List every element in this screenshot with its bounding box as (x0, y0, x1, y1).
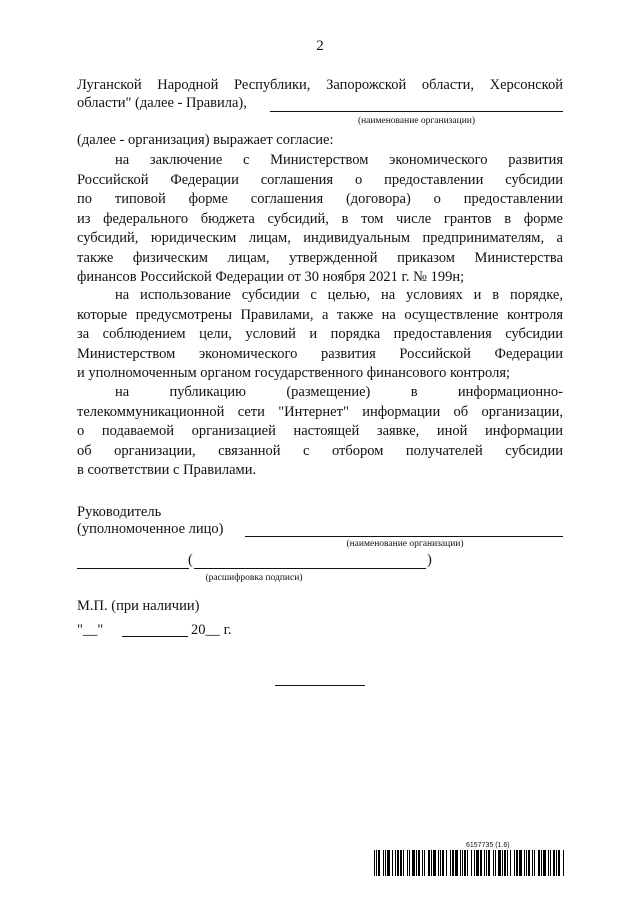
barcode-bar (452, 850, 454, 876)
barcode-bar (467, 850, 468, 876)
barcode-bar (424, 850, 425, 876)
paragraph-line: также физическим лицам, утвержденной приказом Министерства (77, 249, 563, 266)
barcode-bar (383, 850, 384, 876)
paragraph-line: Российской Федерации соглашения о предоставлении субсидии (77, 171, 563, 188)
barcode-bar (464, 850, 466, 876)
barcode-bar (543, 850, 546, 876)
signature-decode-caption: (расшифровка подписи) (205, 573, 303, 583)
barcode-bar (538, 850, 540, 876)
barcode-bar (471, 850, 472, 876)
paragraph-line: телекоммуникационной сети "Интернет" информации об организации, (77, 403, 563, 420)
barcode-bar (395, 850, 396, 876)
document-code: 6157735 (1.6) (466, 842, 510, 849)
head-label: Руководитель (77, 504, 162, 520)
barcode-bar (450, 850, 451, 876)
barcode-bar (433, 850, 436, 876)
authorized-org-caption: (наименование организации) (346, 539, 464, 549)
barcode-bar (442, 850, 444, 876)
barcode-bar (385, 850, 386, 876)
barcode-bar (400, 850, 402, 876)
barcode-bar (422, 850, 423, 876)
paragraph-line: за соблюдением цели, условий и порядка предоставления субсидии (77, 326, 563, 342)
barcode-bar (498, 850, 501, 876)
barcode-bar (403, 850, 404, 876)
barcode-bar (534, 850, 535, 876)
intro-line-2: области" (далее - Правила), (77, 95, 247, 111)
barcode-bar (553, 850, 555, 876)
page-number: 2 (316, 38, 324, 54)
stamp-label: М.П. (при наличии) (77, 598, 200, 614)
barcode (374, 850, 570, 876)
paragraph-line: о подаваемой организацией настоящей заявке, иной информации (77, 423, 563, 439)
barcode-bar (502, 850, 503, 876)
barcode-bar (488, 850, 490, 876)
signature-decode-blank (194, 568, 426, 569)
barcode-bar (476, 850, 479, 876)
barcode-bar (524, 850, 525, 876)
consent-paragraph-1 (77, 151, 563, 288)
paragraph-line: которые предусмотрены Правилами, а также на осуществление контроля (77, 306, 563, 323)
barcode-bar (374, 850, 375, 876)
barcode-bar (440, 850, 441, 876)
paragraph-line: на публикацию (размещение) в информационно- (115, 384, 563, 400)
end-separator (275, 685, 365, 686)
barcode-bar (397, 850, 399, 876)
barcode-bar (376, 850, 377, 876)
paragraph-line: финансов Российской Федерации от 30 ноября 2021 г. № 199н; (77, 269, 465, 285)
barcode-bar (528, 850, 530, 876)
decode-paren-open: ( (188, 552, 193, 568)
barcode-bar (455, 850, 458, 876)
barcode-bar (526, 850, 527, 876)
barcode-bar (504, 850, 506, 876)
barcode-bar (486, 850, 487, 876)
org-name-blank (270, 111, 563, 112)
barcode-bar (516, 850, 518, 876)
intro-line-1: Луганской Народной Республики, Запорожской области, Херсонской (77, 77, 563, 93)
decode-paren-close: ) (427, 552, 432, 568)
barcode-bar (428, 850, 430, 876)
barcode-bar (416, 850, 417, 876)
paragraph-line: и уполномоченным органом государственного финансового контроля; (77, 365, 511, 381)
org-name-caption: (наименование организации) (357, 116, 476, 126)
barcode-bar (474, 850, 475, 876)
paragraph-line: из федерального бюджета субсидий, в том числе грантов в форме (77, 210, 563, 227)
signature-blank (77, 568, 189, 569)
barcode-bar (514, 850, 515, 876)
barcode-bar (519, 850, 522, 876)
barcode-bar (484, 850, 485, 876)
barcode-bar (387, 850, 390, 876)
barcode-bar (412, 850, 415, 876)
barcode-bar (563, 850, 564, 876)
intro-line-3: (далее - организация) выражает согласие: (77, 132, 334, 148)
date-day: "__" (77, 622, 104, 638)
date-month-blank (122, 636, 188, 637)
barcode-bar (418, 850, 420, 876)
authorized-org-blank (245, 536, 563, 537)
date-year: 20__ г. (191, 622, 232, 638)
barcode-bar (532, 850, 533, 876)
barcode-bar (378, 850, 380, 876)
barcode-bar (480, 850, 482, 876)
barcode-bar (462, 850, 463, 876)
paragraph-line: в соответствии с Правилами. (77, 462, 257, 478)
paragraph-line: на использование субсидии с целью, на условиях и в порядке, (115, 287, 563, 303)
barcode-bar (409, 850, 410, 876)
barcode-bar (392, 850, 393, 876)
barcode-bar (407, 850, 408, 876)
barcode-bar (510, 850, 511, 876)
barcode-bar (550, 850, 551, 876)
barcode-bar (556, 850, 557, 876)
paragraph-line: по типовой форме соглашения (договора) о предоставлении (77, 191, 563, 207)
barcode-bar (493, 850, 494, 876)
paragraph-line: об организации, связанной с отбором получателей субсидии (77, 442, 563, 459)
paragraph-line: Министерством экономического развития Российской Федерации (77, 345, 563, 362)
paragraph-line: на заключение с Министерством экономического развития (115, 152, 563, 168)
barcode-bar (548, 850, 549, 876)
paragraph-line: субсидий, юридическим лицам, индивидуальным предпринимателям, а (77, 230, 563, 246)
barcode-bar (431, 850, 432, 876)
barcode-bar (558, 850, 560, 876)
barcode-bar (460, 850, 461, 876)
barcode-bar (446, 850, 447, 876)
consent-paragraph-2 (77, 286, 563, 384)
barcode-bar (438, 850, 439, 876)
authorized-person-label: (уполномоченное лицо) (77, 521, 224, 537)
barcode-bar (495, 850, 496, 876)
consent-paragraph-3 (77, 383, 563, 481)
barcode-bar (507, 850, 508, 876)
barcode-bar (541, 850, 542, 876)
